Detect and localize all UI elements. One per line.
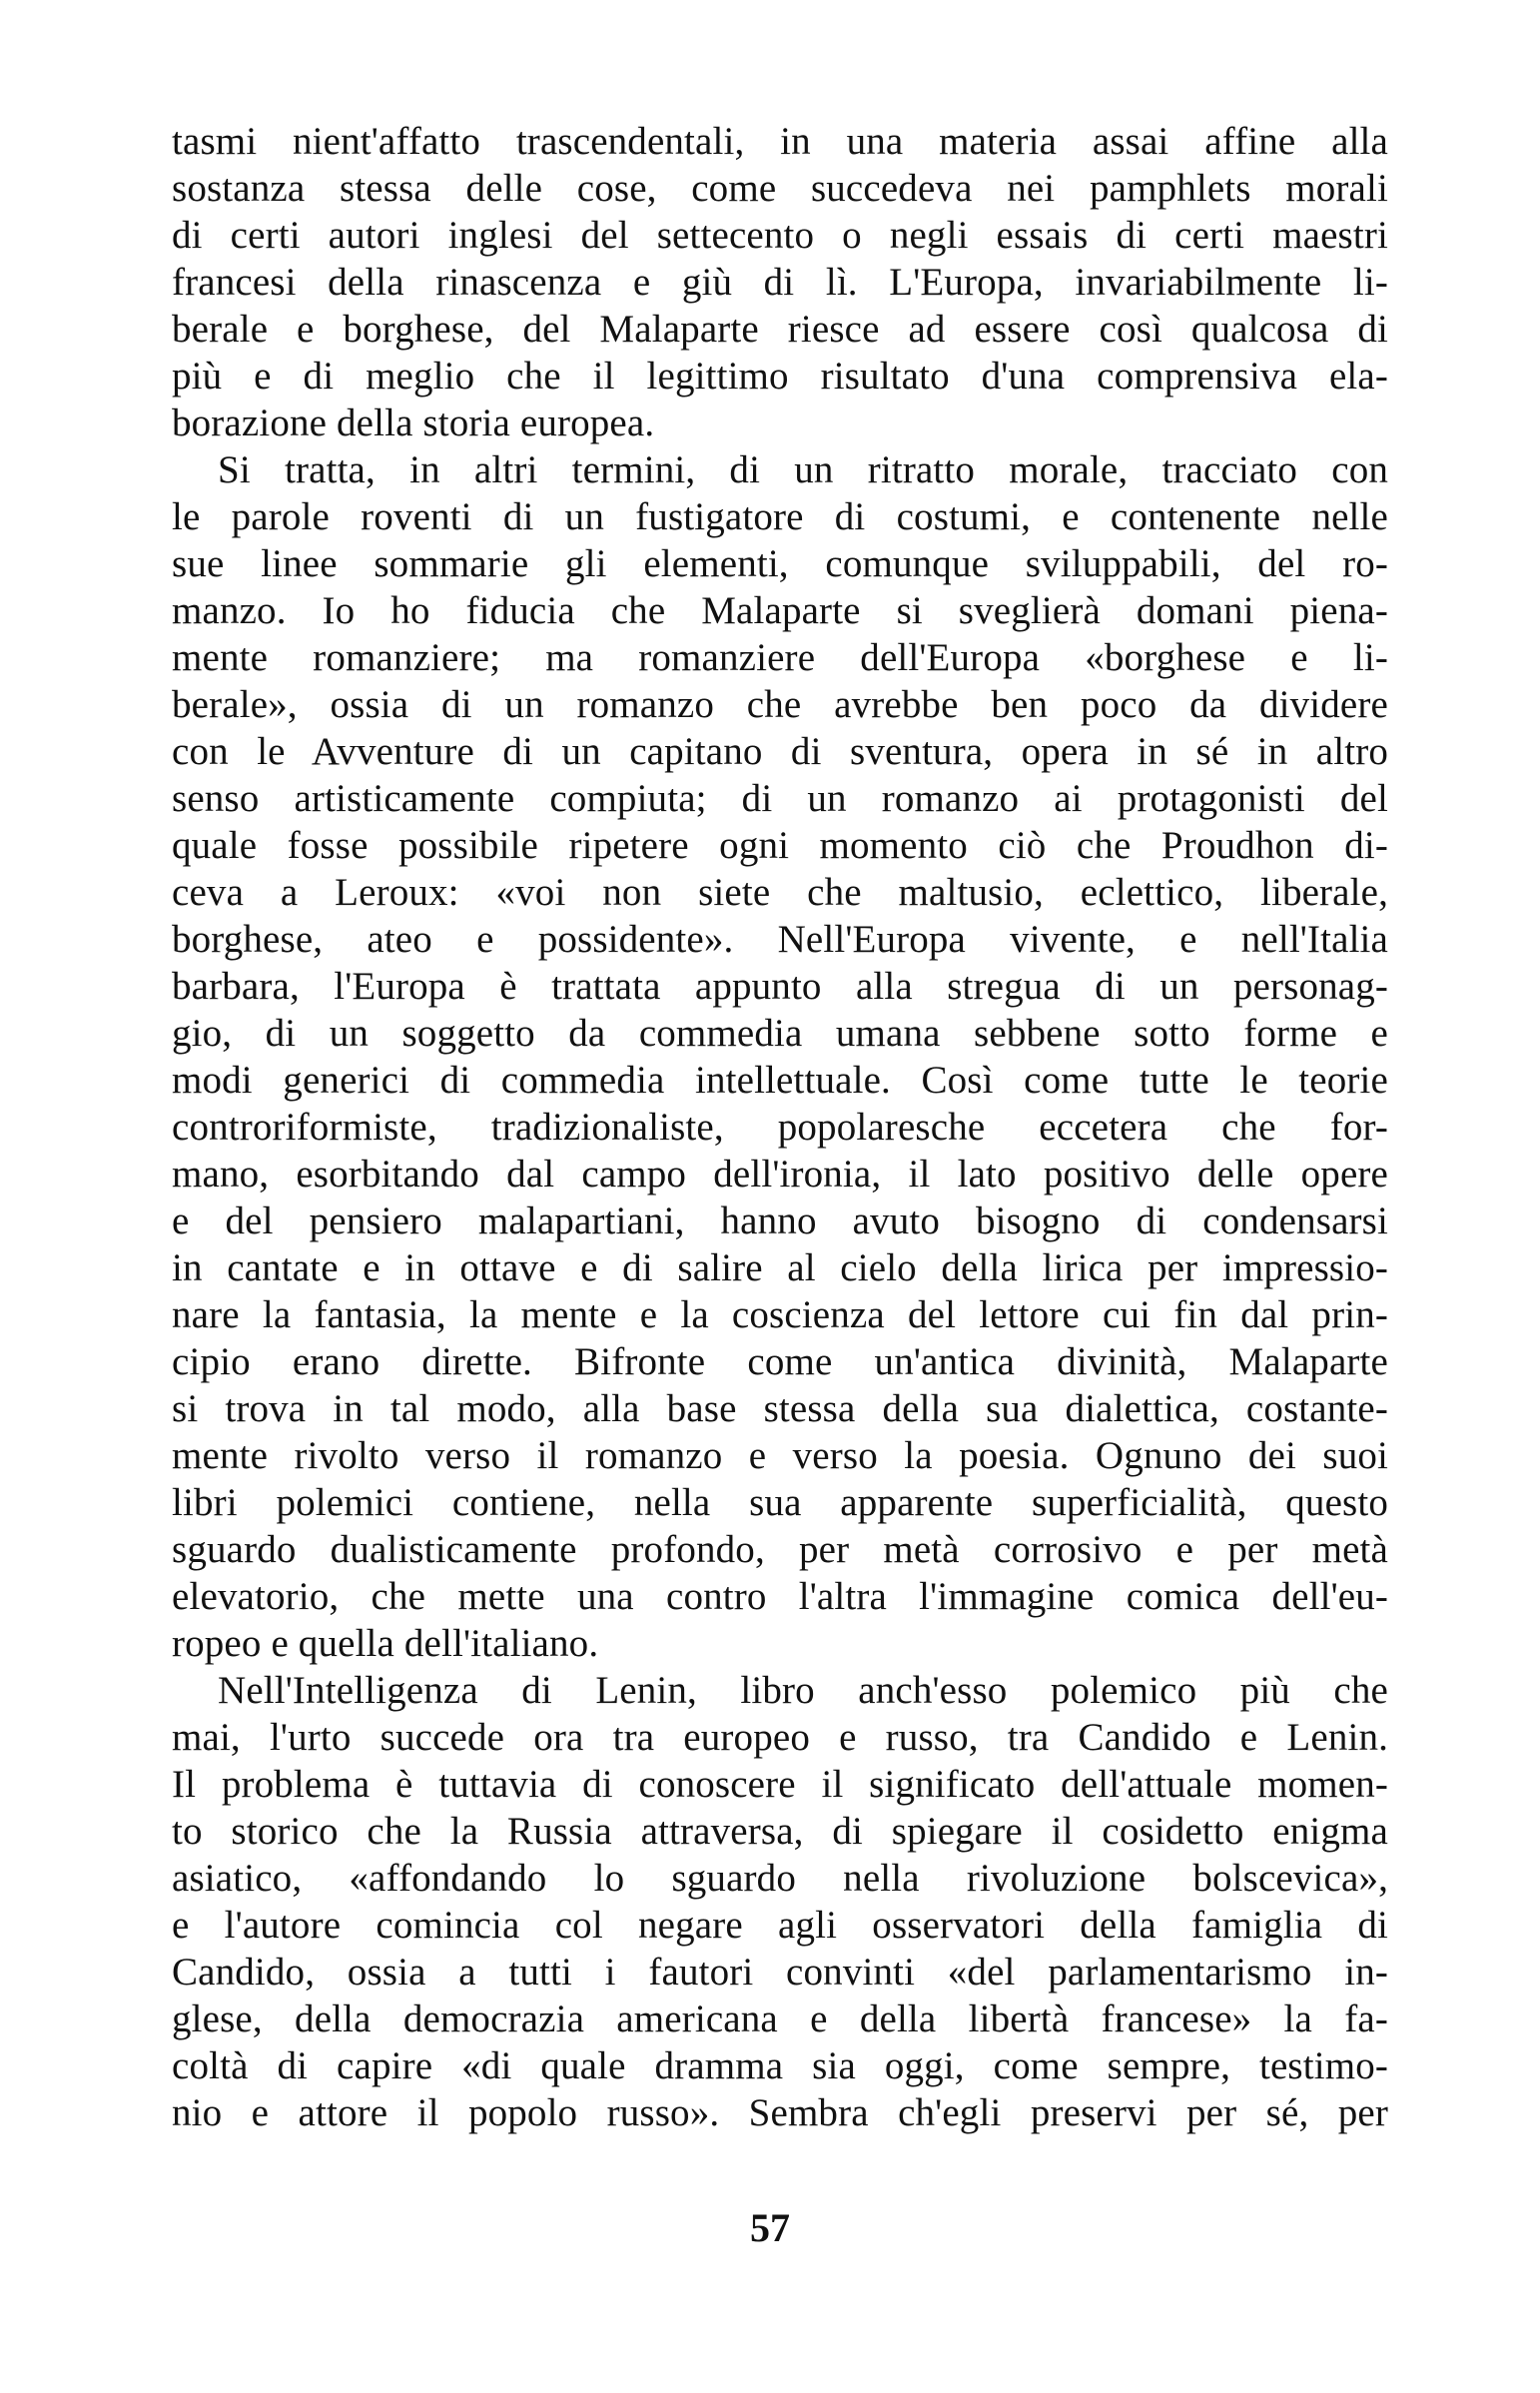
text-line: berale e borghese, del Malaparte riesce ad essere così qualcosa di [172, 308, 1388, 351]
text-line: sue linee sommarie gli elementi, comunque sviluppabili, del ro- [172, 542, 1388, 585]
text-line: mano, esorbitando dal campo dell'ironia, il lato positivo delle opere [172, 1153, 1388, 1196]
text-line: Candido, ossia a tutti i fautori convinti «del parlamentarismo in- [172, 1951, 1388, 1994]
text-line: e del pensiero malapartiani, hanno avuto bisogno di condensarsi [172, 1199, 1388, 1242]
body-text [172, 118, 1388, 2136]
page-number: 57 [750, 2205, 790, 2250]
text-line: gio, di un soggetto da commedia umana sebbene sotto forme e [172, 1012, 1388, 1055]
text-line: Si tratta, in altri termini, di un ritratto morale, tracciato con [218, 448, 1388, 491]
text-line: asiatico, «affondando lo sguardo nella rivoluzione bolscevica», [172, 1857, 1388, 1900]
text-line: Il problema è tuttavia di conoscere il significato dell'attuale momen- [172, 1763, 1388, 1806]
text-line: libri polemici contiene, nella sua apparente superficialità, questo [172, 1481, 1388, 1524]
text-line: controriformiste, tradizionaliste, popolaresche eccetera che for- [172, 1106, 1388, 1149]
text-line: glese, della democrazia americana e della libertà francese» la fa- [172, 1997, 1388, 2040]
text-line: barbara, l'Europa è trattata appunto alla stregua di un personag- [172, 965, 1388, 1008]
text-line: modi generici di commedia intellettuale. Così come tutte le teorie [172, 1059, 1388, 1102]
text-line: mai, l'urto succede ora tra europeo e russo, tra Candido e Lenin. [172, 1716, 1388, 1759]
text-line: le parole roventi di un fustigatore di costumi, e contenente nelle [172, 495, 1388, 538]
text-line: mente romanziere; ma romanziere dell'Europa «borghese e li- [172, 636, 1388, 679]
text-line: nio e attore il popolo russo». Sembra ch'egli preservi per sé, per [172, 2091, 1388, 2134]
text-line: ropeo e quella dell'italiano. [172, 1622, 599, 1665]
text-line: sostanza stessa delle cose, come succedeva nei pamphlets morali [172, 167, 1388, 210]
text-line: mente rivolto verso il romanzo e verso la poesia. Ognuno dei suoi [172, 1434, 1388, 1477]
text-line: più e di meglio che il legittimo risultato d'una comprensiva ela- [172, 355, 1388, 398]
text-line: borghese, ateo e possidente». Nell'Europa vivente, e nell'Italia [172, 918, 1388, 961]
text-line: elevatorio, che mette una contro l'altra l'immagine comica dell'eu- [172, 1575, 1388, 1618]
text-line: sguardo dualisticamente profondo, per metà corrosivo e per metà [172, 1528, 1388, 1571]
text-line: quale fosse possibile ripetere ogni momento ciò che Proudhon di- [172, 824, 1388, 867]
text-line: borazione della storia europea. [172, 401, 655, 444]
text-line: francesi della rinascenza e giù di lì. L'Europa, invariabilmente li- [172, 261, 1388, 304]
text-line: senso artisticamente compiuta; di un romanzo ai protagonisti del [172, 777, 1388, 820]
text-line: Nell'Intelligenza di Lenin, libro anch'esso polemico più che [218, 1669, 1388, 1712]
text-line: si trova in tal modo, alla base stessa della sua dialettica, costante- [172, 1387, 1388, 1430]
text-line: di certi autori inglesi del settecento o negli essais di certi maestri [172, 214, 1388, 257]
text-line: cipio erano dirette. Bifronte come un'antica divinità, Malaparte [172, 1340, 1388, 1383]
text-line: berale», ossia di un romanzo che avrebbe ben poco da dividere [172, 683, 1388, 726]
text-line: to storico che la Russia attraversa, di spiegare il cosidetto enigma [172, 1810, 1388, 1853]
text-line: coltà di capire «di quale dramma sia oggi, come sempre, testimo- [172, 2044, 1388, 2087]
text-line: in cantate e in ottave e di salire al cielo della lirica per impressio- [172, 1246, 1388, 1289]
text-line: manzo. Io ho fiducia che Malaparte si sveglierà domani piena- [172, 589, 1388, 632]
text-line: ceva a Leroux: «voi non siete che maltusio, eclettico, liberale, [172, 871, 1388, 914]
text-line: con le Avventure di un capitano di sventura, opera in sé in altro [172, 730, 1388, 773]
text-line: e l'autore comincia col negare agli osservatori della famiglia di [172, 1904, 1388, 1947]
text-line: tasmi nient'affatto trascendentali, in una materia assai affine alla [172, 120, 1388, 163]
text-line: nare la fantasia, la mente e la coscienza del lettore cui fin dal prin- [172, 1293, 1388, 1336]
